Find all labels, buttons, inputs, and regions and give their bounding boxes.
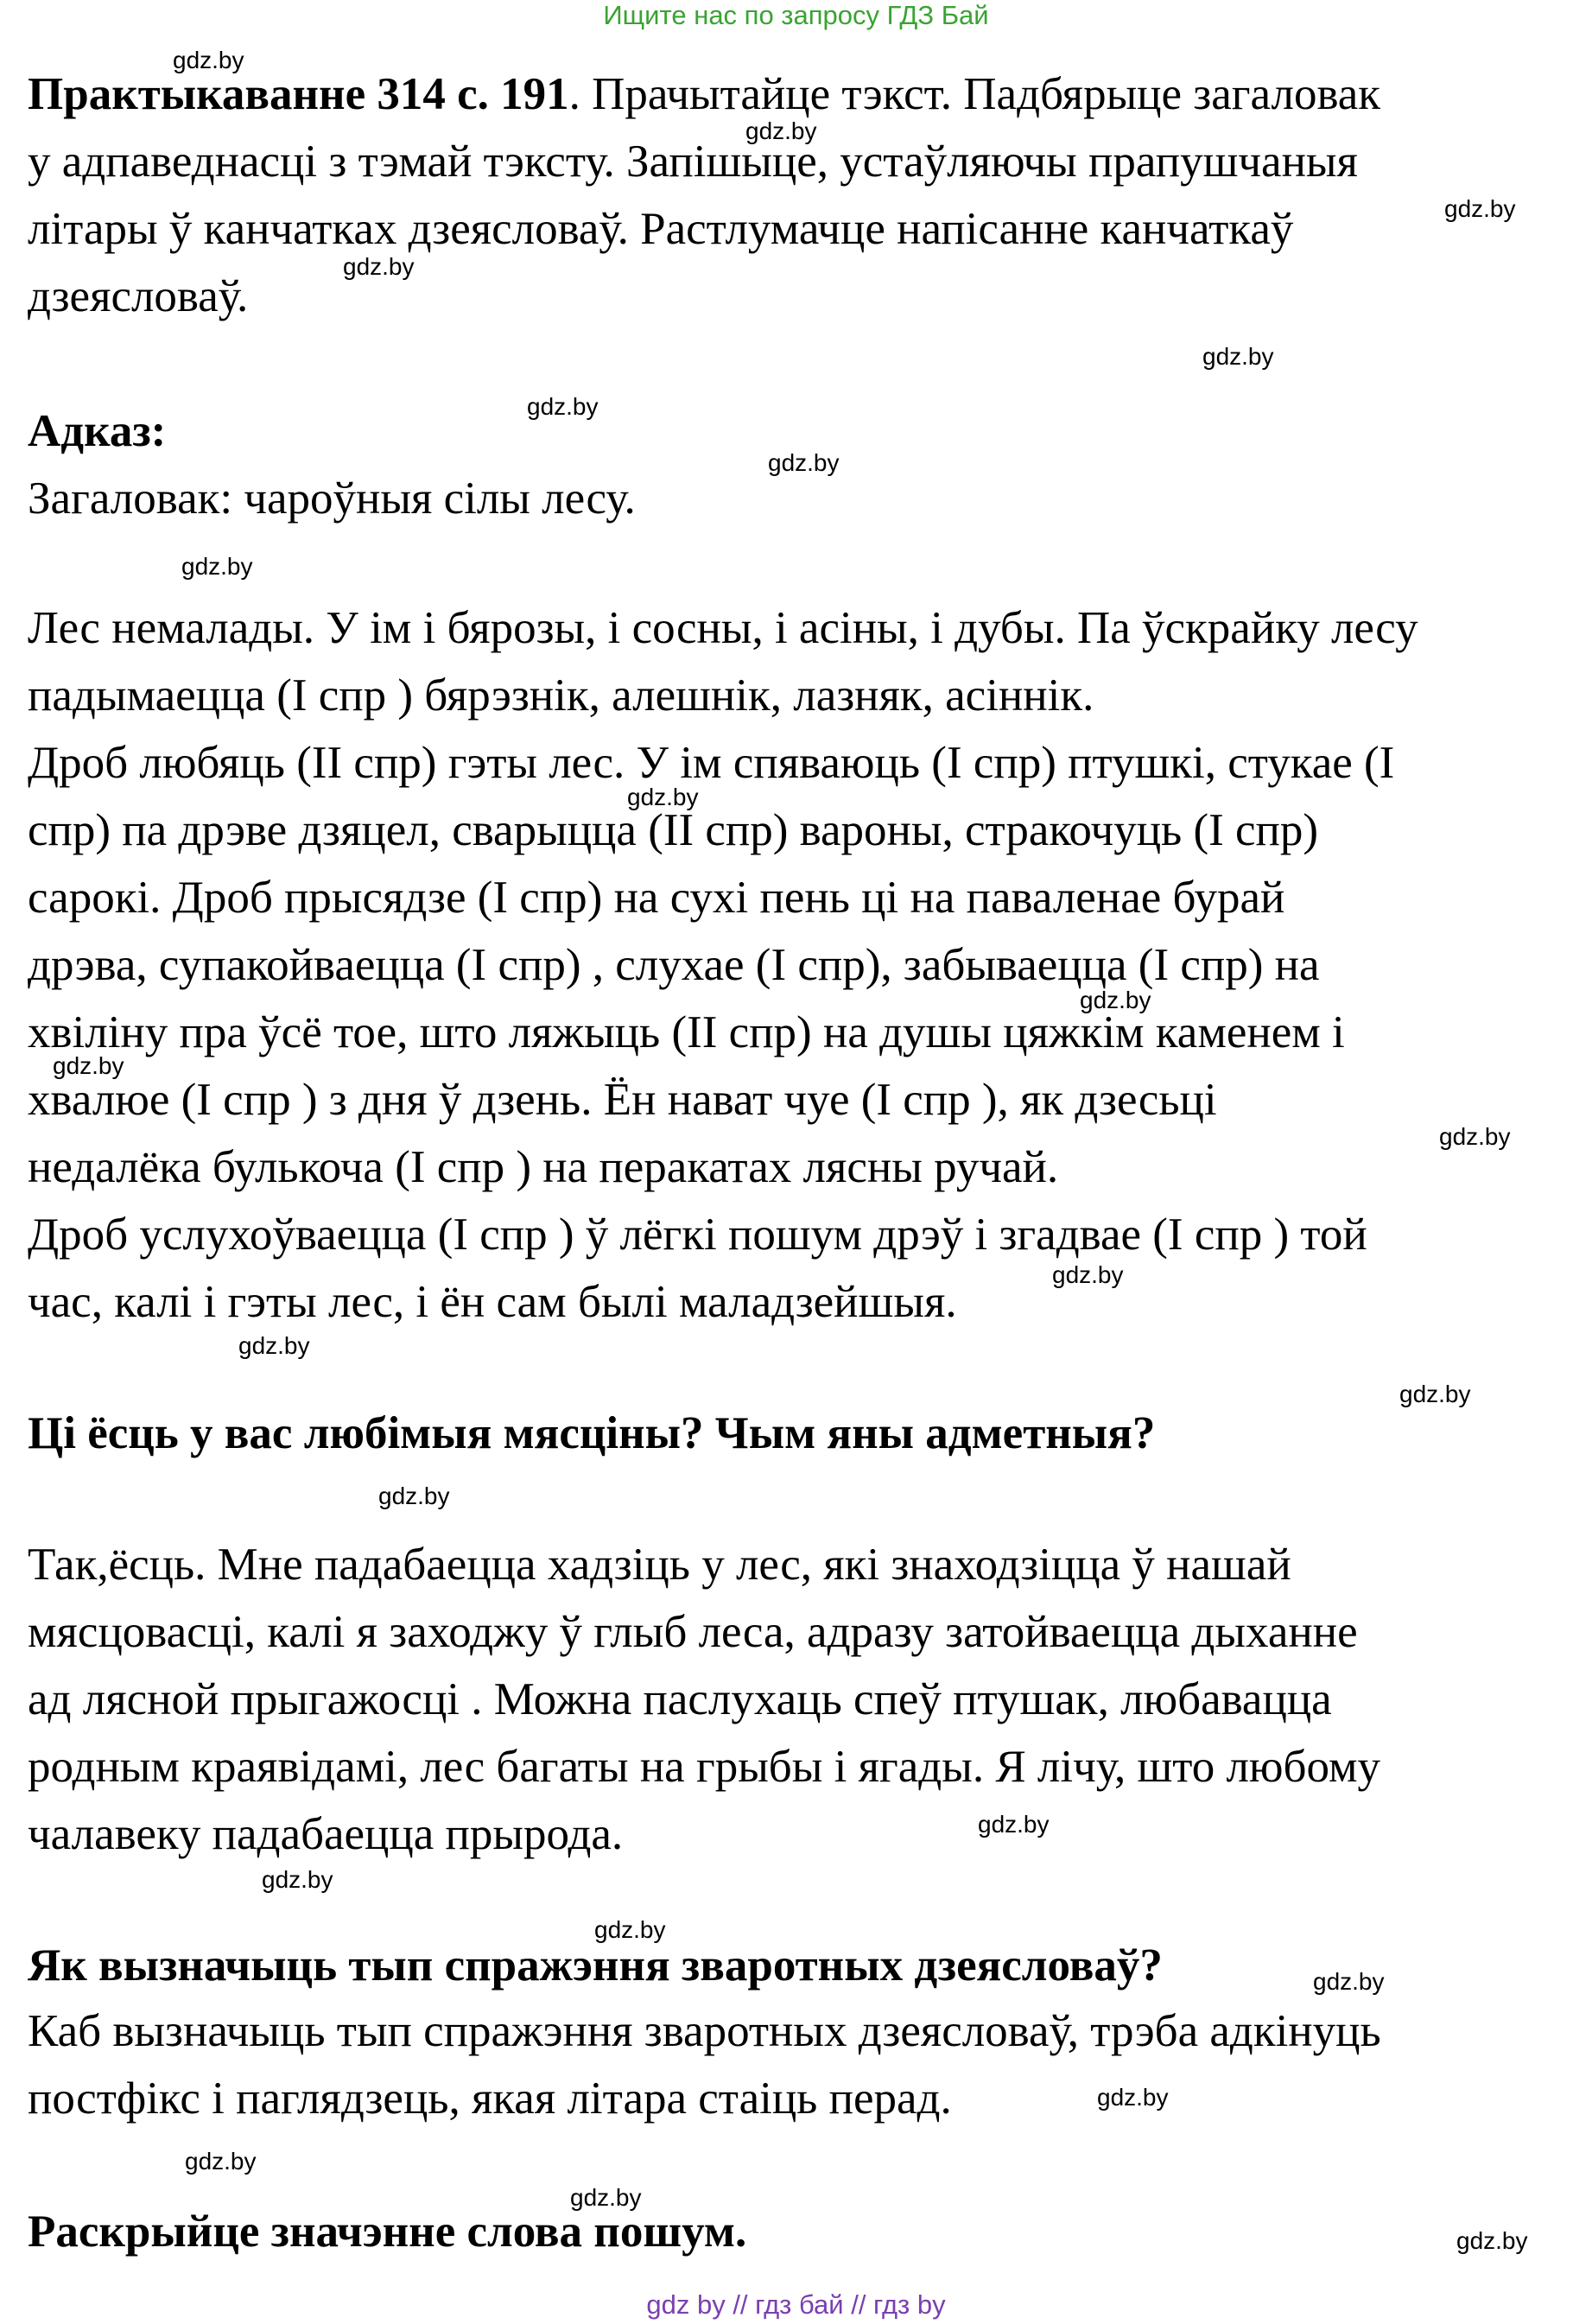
watermark: gdz.by bbox=[1456, 2227, 1528, 2254]
watermark: gdz.by bbox=[1313, 1968, 1385, 1995]
text-line: дрэва, супакойваецца (I спр) , слухае (I спр), забываецца (I спр) на bbox=[28, 940, 1320, 990]
watermark: gdz.by bbox=[53, 1052, 124, 1079]
task-line-2: у адпаведнасці з тэмай тэксту. Запішыце, устаўляючы прапушчаныя bbox=[28, 137, 1358, 187]
top-search-hint[interactable]: Ищите нас по запросу ГДЗ Бай bbox=[603, 0, 989, 30]
watermark: gdz.by bbox=[181, 553, 253, 580]
answer-1-line: родным краявідамі, лес багаты на грыбы і ягады. Я лічу, што любому bbox=[28, 1742, 1381, 1792]
watermark: gdz.by bbox=[185, 2148, 257, 2175]
question-1: Ці ёсць у вас любімыя мясціны? Чым яны адметныя? bbox=[28, 1408, 1156, 1458]
text-line: час, калі і гэты лес, і ён сам былі маладзейшыя. bbox=[28, 1277, 957, 1327]
watermark: gdz.by bbox=[238, 1332, 310, 1359]
text-line: сарокі. Дроб прысядзе (I спр) на сухі пень ці на паваленае бурай bbox=[28, 873, 1285, 923]
watermark: gdz.by bbox=[1444, 195, 1516, 222]
task-text-1: . Прачытайце тэкст. Падбярыце загаловак bbox=[568, 69, 1381, 119]
watermark: gdz.by bbox=[262, 1866, 333, 1893]
watermark: gdz.by bbox=[173, 47, 244, 73]
task-line-3: літары ў канчатках дзеясловаў. Растлумачце напісанне канчаткаў bbox=[28, 204, 1294, 254]
answer-2-line: Каб вызначыць тып спражэння зваротных дзеясловаў, трэба адкінуць bbox=[28, 2006, 1381, 2056]
watermark: gdz.by bbox=[627, 784, 699, 810]
answer-1-line: мясцовасці, калі я заходжу ў глыб леса, адразу затойваецца дыханне bbox=[28, 1607, 1358, 1657]
watermark: gdz.by bbox=[1439, 1123, 1511, 1150]
text-line: хвіліну пра ўсё тое, што ляжыць (II спр) на душы цяжкім каменем і bbox=[28, 1007, 1345, 1057]
answer-1-line: ад лясной прыгажосці . Можна паслухаць спеў птушак, любавацца bbox=[28, 1674, 1332, 1724]
title-line: Загаловак: чароўныя сілы лесу. bbox=[28, 473, 636, 524]
watermark: gdz.by bbox=[1052, 1261, 1124, 1288]
watermark: gdz.by bbox=[343, 253, 415, 280]
question-3: Раскрыйце значэнне слова пошум. bbox=[28, 2207, 747, 2257]
watermark: gdz.by bbox=[1399, 1381, 1471, 1407]
watermark: gdz.by bbox=[1080, 987, 1151, 1013]
text-line: хвалюе (I спр ) з дня ў дзень. Ён нават чуе (I спр ), як дзесьці bbox=[28, 1075, 1217, 1125]
task-label: Практыкаванне 314 с. 191 bbox=[28, 69, 569, 119]
text-line: Дроб любяць (II спр) гэты лес. У ім спяваюць (I спр) птушкі, стукае (I bbox=[28, 738, 1395, 788]
answer-1-line: Так,ёсць. Мне падабаецца хадзіць у лес, які знаходзіцца ў нашай bbox=[28, 1540, 1291, 1590]
watermark: gdz.by bbox=[570, 2184, 642, 2211]
watermark: gdz.by bbox=[1097, 2084, 1169, 2111]
text-line: недалёка булькоча (I спр ) на перакатах лясны ручай. bbox=[28, 1142, 1059, 1192]
task-line-4: дзеясловаў. bbox=[28, 271, 249, 321]
watermark: gdz.by bbox=[594, 1916, 666, 1943]
answer-heading: Адказ: bbox=[28, 406, 167, 456]
watermark: gdz.by bbox=[527, 393, 599, 420]
question-2: Як вызначыць тып спражэння зваротных дзеясловаў? bbox=[28, 1940, 1163, 1991]
task-line-1 bbox=[28, 67, 1380, 121]
text-line: Дроб услухоўваецца (I спр ) ў лёгкі пошум дрэў і згадвае (I спр ) той bbox=[28, 1210, 1367, 1260]
watermark: gdz.by bbox=[378, 1483, 450, 1509]
text-line: спр) па дрэве дзяцел, сварыцца (II спр) вароны, стракочуць (I спр) bbox=[28, 805, 1319, 855]
footer-links[interactable]: gdz by // гдз бай // гдз by bbox=[646, 2289, 946, 2320]
answer-1-line: чалавеку падабаецца прырода. bbox=[28, 1809, 624, 1859]
text-line: падымаецца (I спр ) бярэзнік, алешнік, лазняк, асіннік. bbox=[28, 670, 1094, 721]
watermark: gdz.by bbox=[745, 117, 817, 144]
text-line: Лес немалады. У ім і бярозы, і сосны, і асіны, і дубы. Па ўскрайку лесу bbox=[28, 603, 1418, 653]
watermark: gdz.by bbox=[978, 1811, 1050, 1838]
watermark: gdz.by bbox=[768, 449, 840, 476]
answer-2-line: постфікс і паглядзець, якая літара стаіць перад. bbox=[28, 2073, 952, 2124]
watermark: gdz.by bbox=[1202, 343, 1274, 370]
